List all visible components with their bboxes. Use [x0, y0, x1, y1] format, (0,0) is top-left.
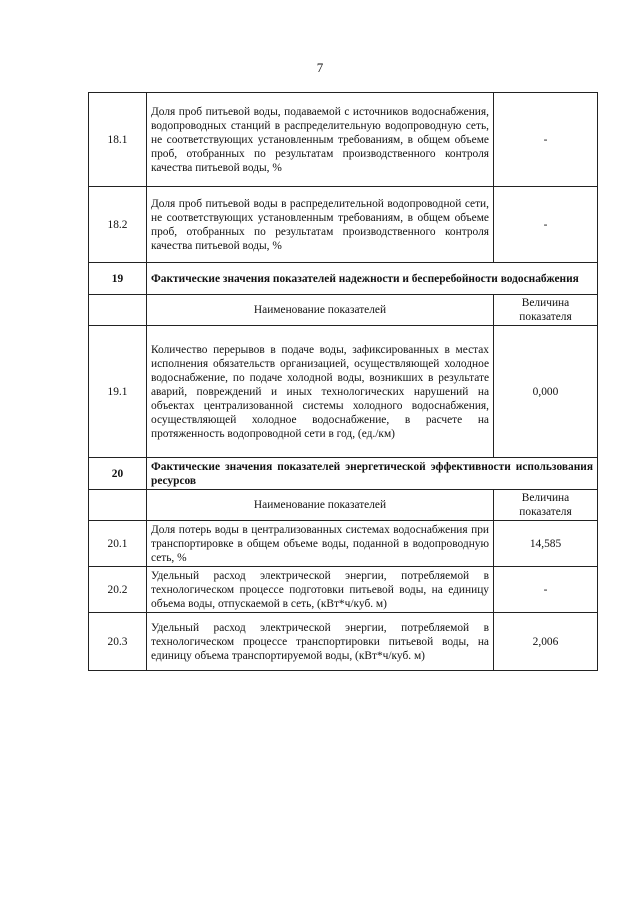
indicator-name: Количество перерывов в подаче воды, зафиксированных в местах исполнения обязательств организацией, осуществляющей холодное водоснабжение, по подаче холодной воды, возникших в результате аварий, повреждений и иных технологических нарушений на объектах централизованной системы холодного водоснабжения, осуществляющей холодное водоснабжение, в расчете на протяженность водопроводной сети в год, (ед./км) [147, 326, 494, 458]
column-header-name: Наименование показателей [147, 490, 494, 521]
section-row-19 [89, 263, 598, 295]
table-row-20-2 [89, 567, 598, 613]
indicator-value: 14,585 [494, 521, 598, 567]
table-row-18-1 [89, 93, 598, 187]
section-row-20 [89, 458, 598, 490]
indicator-value: 0,000 [494, 326, 598, 458]
table-row-18-2 [89, 187, 598, 263]
indicator-name: Доля потерь воды в централизованных системах водоснабжения при транспортировке в общем объеме воды, поданной в водопроводную сеть, % [147, 521, 494, 567]
section-title: Фактические значения показателей надежности и бесперебойности водоснабжения [147, 263, 598, 295]
empty-cell [89, 295, 147, 326]
column-header-value: Величина показателя [494, 295, 598, 326]
row-number: 20.2 [89, 567, 147, 613]
row-number: 18.2 [89, 187, 147, 263]
section-title: Фактические значения показателей энергетической эффективности использования ресурсов [147, 458, 598, 490]
column-header-value: Величина показателя [494, 490, 598, 521]
row-number: 19.1 [89, 326, 147, 458]
row-number: 20.1 [89, 521, 147, 567]
table-row-20-1 [89, 521, 598, 567]
page-number: 7 [316, 60, 324, 75]
column-header-row-19 [89, 295, 598, 326]
table-row-19-1 [89, 326, 598, 458]
indicator-name: Доля проб питьевой воды в распределительной водопроводной сети, не соответствующих установленным требованиям, в общем объеме проб, отобранных по результатам производственного контроля качества питьевой воды, % [147, 187, 494, 263]
indicator-name: Удельный расход электрической энергии, потребляемой в технологическом процессе подготовки питьевой воды, на единицу объема воды, отпускаемой в сеть, (кВт*ч/куб. м) [147, 567, 494, 613]
indicator-value: 2,006 [494, 613, 598, 671]
indicator-value: - [494, 567, 598, 613]
empty-cell [89, 490, 147, 521]
section-number: 19 [89, 263, 147, 295]
indicator-name: Удельный расход электрической энергии, потребляемой в технологическом процессе транспортировки питьевой воды, на единицу объема транспортируемой воды, (кВт*ч/куб. м) [147, 613, 494, 671]
indicator-name: Доля проб питьевой воды, подаваемой с источников водоснабжения, водопроводных станций в распределительную водопроводную сеть, не соответствующих установленным требованиям, в общем объеме проб, отобранных по результатам производственного контроля качества питьевой воды, % [147, 93, 494, 187]
column-header-name: Наименование показателей [147, 295, 494, 326]
row-number: 18.1 [89, 93, 147, 187]
indicator-value: - [494, 93, 598, 187]
indicator-value: - [494, 187, 598, 263]
indicators-table [88, 92, 598, 671]
table-row-20-3 [89, 613, 598, 671]
row-number: 20.3 [89, 613, 147, 671]
column-header-row-20 [89, 490, 598, 521]
section-number: 20 [89, 458, 147, 490]
